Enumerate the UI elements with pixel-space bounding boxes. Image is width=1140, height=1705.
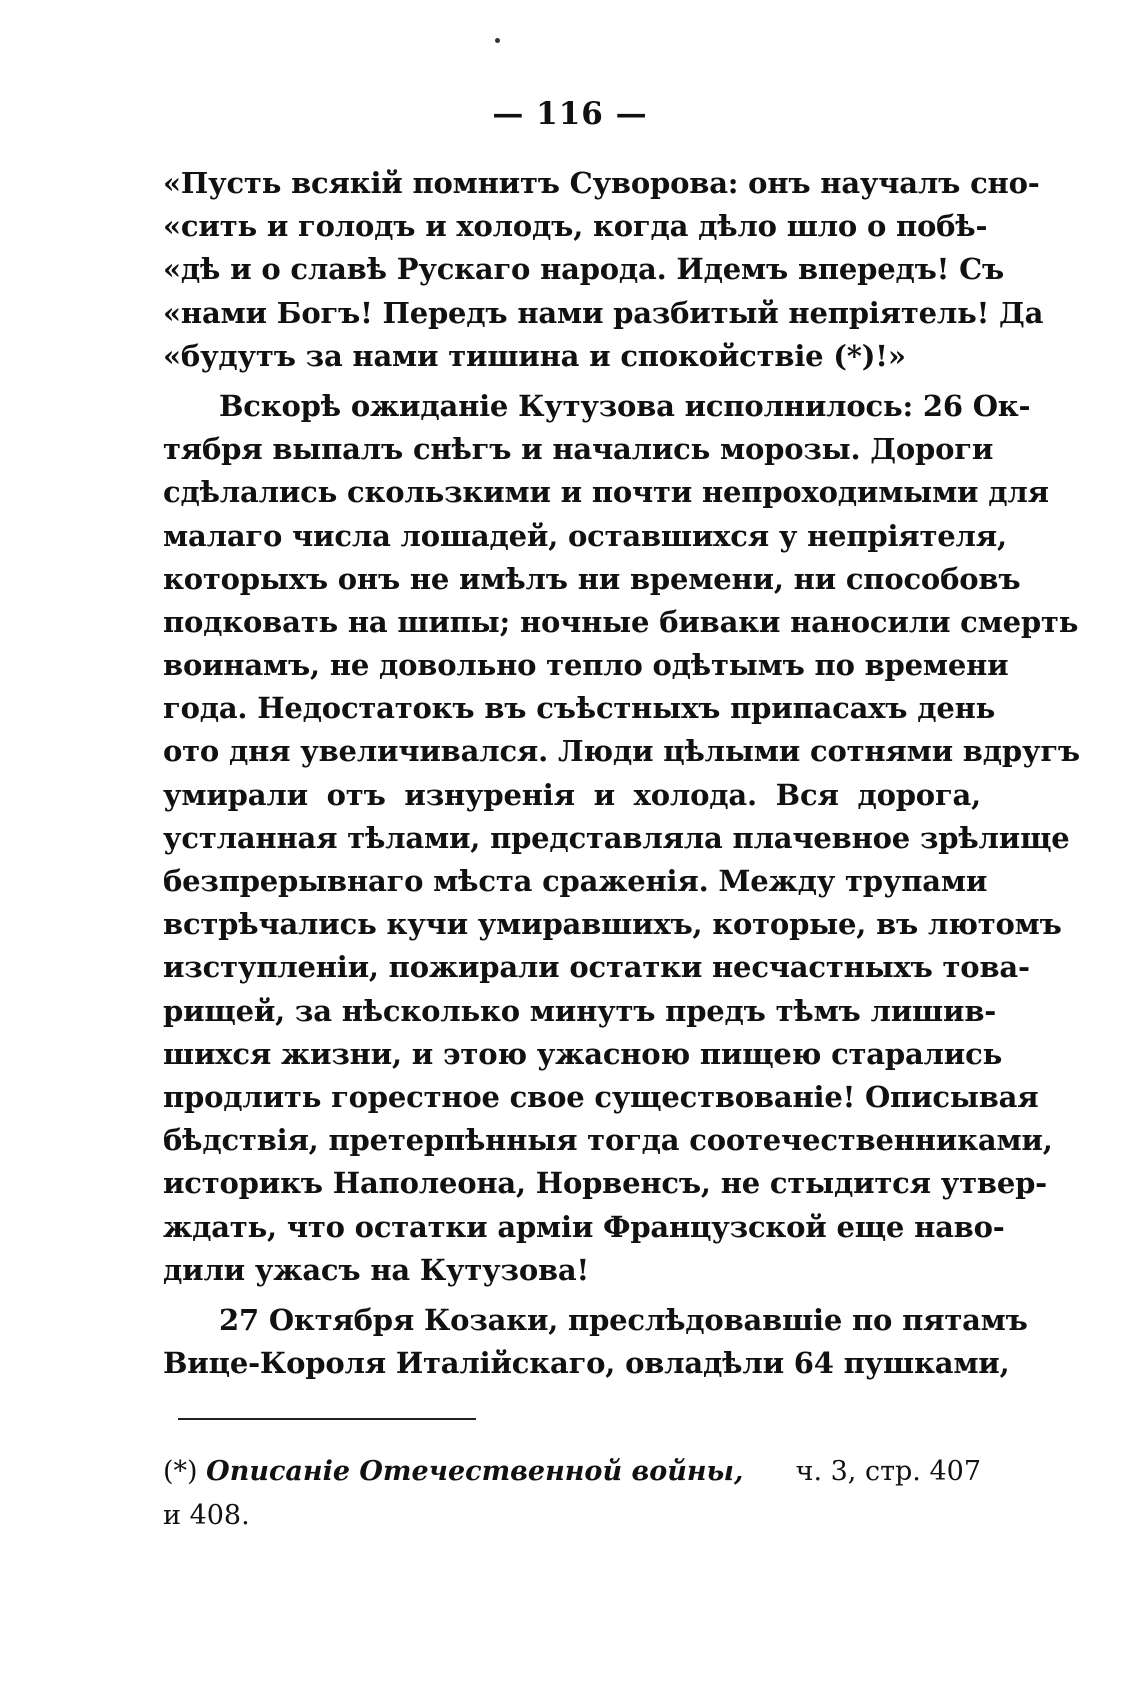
text-line: устланная тѣлами, представляла плачевное зрѣлище <box>163 820 1070 855</box>
quote-block <box>163 162 1044 378</box>
text-line: ждать, что остатки арміи Французской еще наво- <box>163 1209 1005 1244</box>
footnote <box>163 1450 981 1538</box>
text-line: года. Недостатокъ въ съѣстныхъ припасахъ день <box>163 691 996 726</box>
text-line: дили ужасъ на Кутузова! <box>163 1252 590 1287</box>
text-line: тября выпалъ снѣгъ и начались морозы. Дороги <box>163 432 994 467</box>
footnote-continuation: и 408. <box>163 1500 250 1531</box>
main-text <box>163 162 1080 1385</box>
footnote-divider <box>178 1418 476 1420</box>
text-line: Вскорѣ ожиданіе Кутузова исполнилось: 26 Ок- <box>219 388 1031 423</box>
page-number: — 116 — <box>492 96 648 132</box>
text-line: малаго числа лошадей, оставшихся у непріятеля, <box>163 518 1007 553</box>
text-line: «дѣ и о славѣ Рускаго народа. Идемъ впередъ! Съ <box>163 252 1005 287</box>
text-line: «Пусть всякій помнитъ Суворова: онъ научалъ сно- <box>163 166 1040 200</box>
footnote-citation <box>163 1450 743 1494</box>
text-line: «сить и голодъ и холодъ, когда дѣло шло о побѣ- <box>163 209 988 244</box>
text-line: ото дня увеличивался. Люди цѣлыми сотнями вдругъ <box>163 734 1080 769</box>
text-line: историкъ Наполеона, Норвенсъ, не стыдится утвер- <box>163 1166 1048 1201</box>
text-line: безпрерывнаго мѣста сраженія. Между трупами <box>163 864 988 898</box>
text-line: умирали отъ изнуренія и холода. Вся дорога, <box>163 777 981 812</box>
text-line: 27 Октября Козаки, преслѣдовавшіе по пятамъ <box>219 1302 1028 1337</box>
text-line: воинамъ, не довольно тепло одѣтымъ по времени <box>163 648 1009 683</box>
text-line: бѣдствія, претерпѣнныя тогда соотечественниками, <box>163 1123 1053 1158</box>
print-speck <box>495 38 500 43</box>
footnote-reference: ч. 3, стр. 407 <box>795 1456 981 1487</box>
text-line: которыхъ онъ не имѣлъ ни времени, ни способовъ <box>163 561 1021 596</box>
text-line: шихся жизни, и этою ужасною пищею старались <box>163 1036 1003 1071</box>
text-line: Вице-Короля Италійскаго, овладѣли 64 пушками, <box>163 1346 1010 1381</box>
paragraph-1 <box>163 385 1080 1292</box>
text-line: встрѣчались кучи умиравшихъ, которые, въ лютомъ <box>163 907 1062 942</box>
text-line: рищей, за нѣсколько минутъ предъ тѣмъ лишив- <box>163 993 997 1028</box>
paragraph-2 <box>163 1299 1028 1385</box>
text-line: продлить горестное свое существованіе! Описывая <box>163 1079 1039 1114</box>
footnote-line <box>163 1450 981 1494</box>
text-line: изступленіи, пожирали остатки несчастныхъ това- <box>163 950 1030 985</box>
footnote-marker: (*) <box>163 1456 198 1487</box>
text-line: «нами Богъ! Передъ нами разбитый непріятель! Да <box>163 295 1044 330</box>
text-line: подковать на шипы; ночные биваки наносили смерть <box>163 604 1079 639</box>
footnote-source-title: Описаніе Отечественной войны, <box>206 1456 744 1487</box>
text-line: «будутъ за нами тишина и спокойствіе (*)!» <box>163 338 906 373</box>
text-line: сдѣлались скользкими и почти непроходимыми для <box>163 475 1049 510</box>
